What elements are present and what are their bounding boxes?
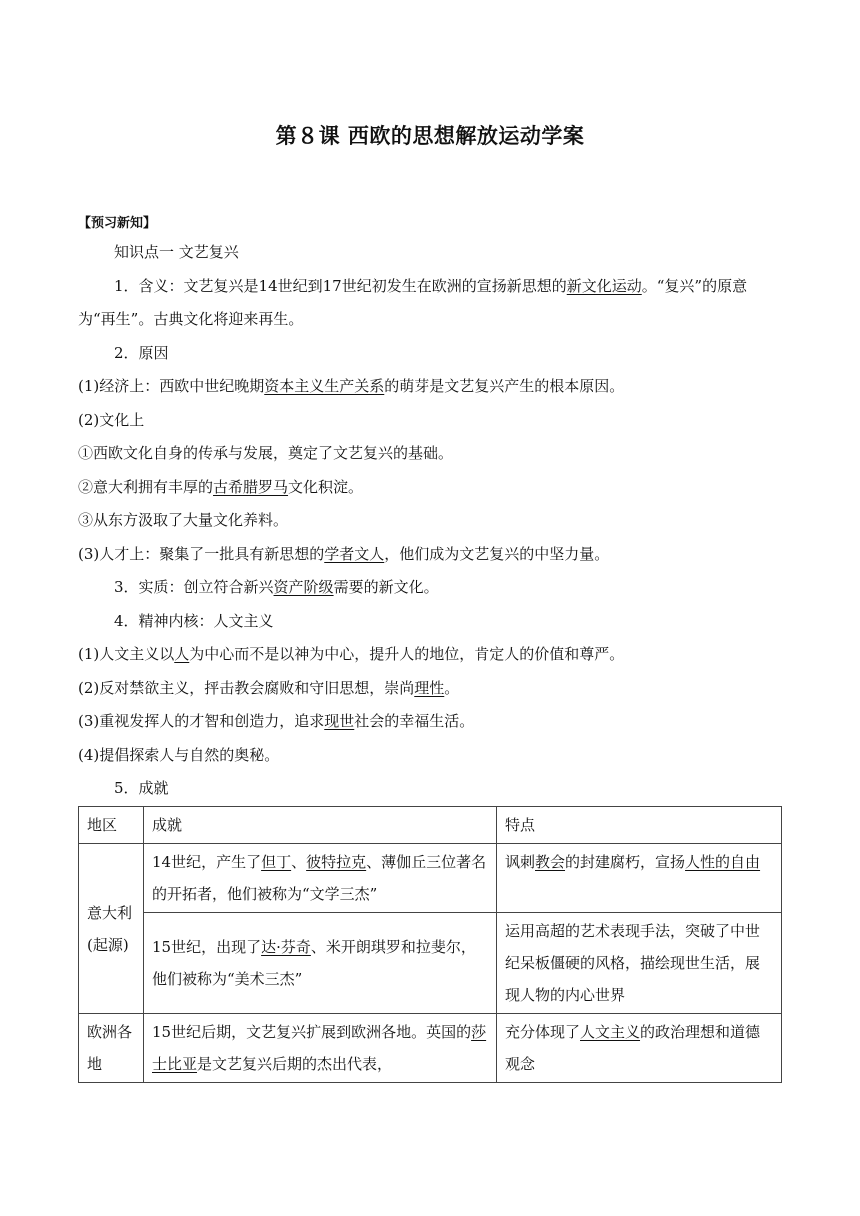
paragraph-cultural-cause: (2)文化上 bbox=[78, 410, 145, 429]
paragraph-core-spirit: 4．精神内核：人文主义 bbox=[114, 611, 274, 630]
answer-blank: 资产阶级 bbox=[273, 578, 334, 596]
achievement-cell: 14世纪，产生了但丁、彼特拉克、薄伽丘三位著名的开拓者，他们被称为“文学三杰” bbox=[144, 844, 497, 913]
answer-blank: 现世 bbox=[324, 712, 355, 730]
achievement-cell: 15世纪，出现了达·芬奇、米开朗琪罗和拉斐尔，他们被称为“美术三杰” bbox=[144, 913, 497, 1014]
section-heading: 【预习新知】 bbox=[78, 216, 157, 231]
region-italy: 意大利(起源) bbox=[79, 844, 144, 1014]
header-region: 地区 bbox=[79, 807, 144, 844]
answer-blank: 莎士比亚 bbox=[152, 1023, 487, 1073]
feature-cell: 讽刺教会的封建腐朽，宣扬人性的自由 bbox=[497, 844, 782, 913]
answer-blank: 学者文人 bbox=[324, 544, 385, 563]
answer-blank: 但丁 bbox=[261, 853, 292, 871]
paragraph-causes-heading: 2．原因 bbox=[114, 343, 169, 362]
table-row bbox=[79, 913, 782, 1014]
answer-blank: 彼特拉克 bbox=[306, 853, 367, 871]
paragraph-achievements-heading: 5．成就 bbox=[114, 779, 169, 797]
header-achievement: 成就 bbox=[144, 807, 497, 844]
paragraph-humanism-4: (4)提倡探索人与自然的奥秘。 bbox=[78, 745, 280, 764]
answer-blank: 教会 bbox=[535, 853, 566, 871]
answer-blank: 资本主义生产关系 bbox=[264, 377, 385, 395]
paragraph-definition: 1．含义：文艺复兴是14世纪到17世纪初发生在欧洲的宣扬新思想的新文化运动。“复兴”的原意为“再生”。古典文化将迎来再生。 bbox=[78, 276, 748, 328]
achievement-cell: 15世纪后期，文艺复兴扩展到欧洲各地。英国的莎士比亚是文艺复兴后期的杰出代表， bbox=[144, 1014, 497, 1083]
paragraph-humanism-2: (2)反对禁欲主义，抨击教会腐败和守旧思想，崇尚理性。 bbox=[78, 678, 460, 697]
region-europe: 欧洲各地 bbox=[79, 1014, 144, 1083]
paragraph-essence: 3．实质：创立符合新兴资产阶级需要的新文化。 bbox=[114, 578, 439, 596]
knowledge-point-heading: 知识点一 文艺复兴 bbox=[114, 243, 239, 261]
paragraph-cultural-cause-2: ②意大利拥有丰厚的古希腊罗马文化积淀。 bbox=[78, 477, 364, 496]
achievements-table bbox=[78, 806, 782, 1083]
answer-blank: 达·芬奇 bbox=[261, 938, 311, 956]
page-title: 第８课 西欧的思想解放运动学案 bbox=[275, 124, 585, 148]
answer-blank: 人文主义 bbox=[580, 1023, 641, 1041]
answer-blank: 古希腊罗马 bbox=[213, 477, 289, 496]
paragraph-humanism-1: (1)人文主义以人为中心而不是以神为中心，提升人的地位，肯定人的价值和尊严。 bbox=[78, 645, 625, 663]
answer-blank: 新文化运动 bbox=[566, 276, 642, 295]
document-body bbox=[78, 236, 782, 806]
answer-blank: 理性 bbox=[414, 678, 445, 697]
feature-cell: 充分体现了人文主义的政治理想和道德观念 bbox=[497, 1014, 782, 1083]
paragraph-humanism-3: (3)重视发挥人的才智和创造力，追求现世社会的幸福生活。 bbox=[78, 712, 475, 730]
paragraph-talent-cause: (3)人才上：聚集了一批具有新思想的学者文人，他们成为文艺复兴的中坚力量。 bbox=[78, 544, 610, 563]
answer-blank: 人性的自由 bbox=[685, 853, 761, 871]
answer-blank: 人 bbox=[174, 645, 190, 663]
header-feature: 特点 bbox=[497, 807, 782, 844]
table-row bbox=[79, 844, 782, 913]
paragraph-economic-cause: (1)经济上：西欧中世纪晚期资本主义生产关系的萌芽是文艺复兴产生的根本原因。 bbox=[78, 377, 625, 395]
table-row bbox=[79, 1014, 782, 1083]
table-header-row bbox=[79, 807, 782, 844]
feature-cell: 运用高超的艺术表现手法，突破了中世纪呆板僵硬的风格，描绘现世生活，展现人物的内心世界 bbox=[497, 913, 782, 1014]
paragraph-cultural-cause-3: ③从东方汲取了大量文化养料。 bbox=[78, 511, 289, 529]
paragraph-cultural-cause-1: ①西欧文化自身的传承与发展，奠定了文艺复兴的基础。 bbox=[78, 444, 454, 462]
